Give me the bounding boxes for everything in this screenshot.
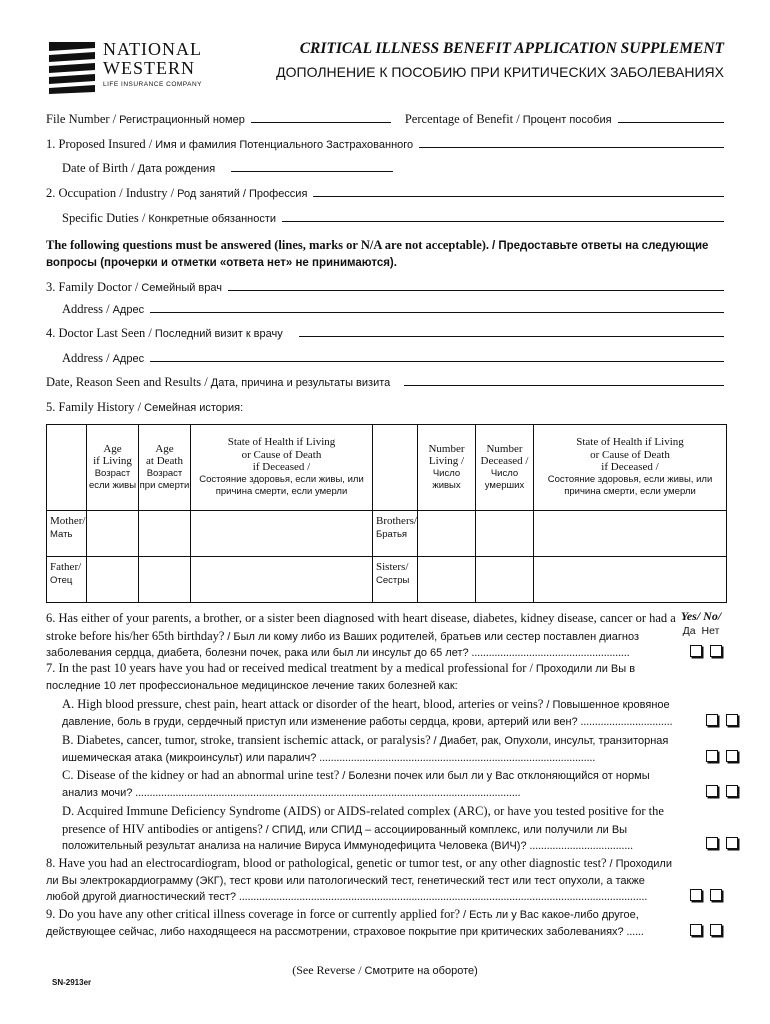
q7a-no-checkbox[interactable] [726, 714, 738, 726]
insured-name-field[interactable] [419, 137, 724, 148]
table-row [47, 557, 727, 603]
header-number-living: Number Living / Число живых [418, 425, 476, 511]
question-7d: D. Acquired Immune Deficiency Syndrome (AIDS) or AIDS-related complex (ARC), or have you tested positive for the presence of HIV antibodies or antigens? / СПИД, или СПИД – ассоциированный комплекс, или получили ли Вы положительный результат анализа на наличие Вируса Иммунодефицита Человека (ВИЧ)? .................................... [46, 803, 742, 855]
brothers-state-cell[interactable] [534, 511, 727, 557]
q9-no-checkbox[interactable] [710, 924, 722, 936]
question-6: 6. Has either of your parents, a brother, or a sister been diagnosed with heart disease, diabetes, kidney disease, cancer or had a stroke before his/her 65th birthday? / Был ли кому либо из Ваших родителей, братьев или сестер поставлен диагноз заболевания сердца, диабета, болезни почек, рака или был ли инсульт до 65 лет? ....................................................... [46, 610, 726, 662]
q8-yes-checkbox[interactable] [690, 889, 702, 901]
father-age-living-cell[interactable] [87, 557, 139, 603]
company-logo [47, 40, 207, 96]
mother-age-death-cell[interactable] [139, 511, 191, 557]
sisters-state-cell[interactable] [534, 557, 727, 603]
father-state-cell[interactable] [191, 557, 373, 603]
file-number-field[interactable] [251, 112, 391, 123]
row-label-father: Father/ Отец [47, 557, 87, 603]
date-reason-field[interactable] [404, 375, 724, 386]
question-7: 7. In the past 10 years have you had or received medical treatment by a medical professional for / Проходили ли Вы в последние 10 лет профессиональное медицинское лечение таких болезней как: [46, 661, 636, 692]
insured-row: 1. Proposed Insured / Имя и фамилия Потенциального Застрахованного [46, 137, 724, 152]
header-blank-cell [373, 425, 418, 511]
form-title-en: CRITICAL ILLNESS BENEFIT APPLICATION SUPPLEMENT [299, 40, 724, 57]
header-age-living: Age if Living Возраст если живы [87, 425, 139, 511]
logo-wordmark: NATIONAL WESTERN [103, 39, 202, 78]
header-state-health: State of Health if Living or Cause of Death if Deceased / Состояние здоровья, если живы, или причина смерти, если умерли [191, 425, 373, 511]
sisters-deceased-cell[interactable] [476, 557, 534, 603]
brothers-deceased-cell[interactable] [476, 511, 534, 557]
q7c-no-checkbox[interactable] [726, 785, 738, 797]
dob-row: Date of Birth / Дата рождения [62, 161, 724, 176]
row-label-mother: Mother/ Мать [47, 511, 87, 557]
q7a-yes-checkbox[interactable] [706, 714, 718, 726]
dob-field[interactable] [231, 161, 393, 172]
question-7a: A. High blood pressure, chest pain, heart attack or disorder of the heart, blood, arteries or veins? / Повышенное кровяное давление, боль в груди, сердечный приступ или изменение работы сердца, крови, артерий или вен? ................................ [46, 696, 742, 730]
father-age-death-cell[interactable] [139, 557, 191, 603]
q7b-yes-checkbox[interactable] [706, 750, 718, 762]
table-header-row [47, 425, 727, 511]
duties-field[interactable] [282, 211, 724, 222]
duties-row: Specific Duties / Конкретные обязанности [62, 211, 724, 226]
yes-no-header: Yes/ No/ Да Нет [680, 609, 722, 637]
brothers-living-cell[interactable] [418, 511, 476, 557]
header-number-deceased: Number Deceased / Число умерших [476, 425, 534, 511]
family-doctor-field[interactable] [228, 280, 724, 291]
header-state-health-siblings: State of Health if Living or Cause of Death if Deceased / Состояние здоровья, если живы, или причина смерти, если умерли [534, 425, 727, 511]
q6-no-checkbox[interactable] [710, 645, 722, 657]
question-9: 9. Do you have any other critical illness coverage in force or currently applied for? / Есть ли у Вас какое-либо другое, действующее сейчас, либо находящееся на рассмотрении, страховое покрытие при критических заболеваниях? ...... [46, 906, 726, 940]
question-8: 8. Have you had an electrocardiogram, blood or pathological, genetic or tumor test, or any other diagnostic test? / Проходили ли Вы электрокардиограмму (ЭКГ), тест крови или патологический тест, генетический тест или тест опухоли, а также любой другой диагностический тест? .............................................................................................................................................. [46, 855, 726, 906]
last-seen-address-field[interactable] [150, 351, 724, 362]
q7d-no-checkbox[interactable] [726, 837, 738, 849]
occupation-field[interactable] [313, 186, 724, 197]
q6-yes-checkbox[interactable] [690, 645, 702, 657]
sisters-living-cell[interactable] [418, 557, 476, 603]
mother-state-cell[interactable] [191, 511, 373, 557]
q8-no-checkbox[interactable] [710, 889, 722, 901]
row-label-brothers: Brothers/ Братья [373, 511, 418, 557]
file-number-row: File Number / Регистрационный номер Percentage of Benefit / Процент пособия [46, 112, 724, 127]
table-row [47, 511, 727, 557]
last-seen-address-row: Address / Адрес [62, 351, 724, 366]
date-reason-row: Date, Reason Seen and Results / Дата, причина и результаты визита [46, 375, 724, 390]
row-label-sisters: Sisters/ Сестры [373, 557, 418, 603]
family-doctor-row: 3. Family Doctor / Семейный врач [46, 280, 724, 295]
occupation-row: 2. Occupation / Industry / Род занятий / Профессия [46, 186, 724, 201]
q7d-yes-checkbox[interactable] [706, 837, 718, 849]
q7c-yes-checkbox[interactable] [706, 785, 718, 797]
mother-age-living-cell[interactable] [87, 511, 139, 557]
q7b-no-checkbox[interactable] [726, 750, 738, 762]
form-number: SN-2913er [52, 978, 92, 987]
family-history-table [46, 424, 727, 603]
question-7c: C. Disease of the kidney or had an abnormal urine test? / Болезни почек или был ли у Вас отклоняющийся от нормы анализ мочи? ...................................................................................................................................... [46, 767, 742, 801]
family-history-row: 5. Family History / Семейная история: [46, 400, 244, 414]
percentage-field[interactable] [618, 112, 724, 123]
see-reverse-note: (See Reverse / Смотрите на обороте) [292, 963, 478, 977]
form-title-ru: ДОПОЛНЕНИЕ К ПОСОБИЮ ПРИ КРИТИЧЕСКИХ ЗАБОЛЕВАНИЯХ [276, 64, 724, 80]
header-blank-cell [47, 425, 87, 511]
doctor-address-row: Address / Адрес [62, 302, 724, 317]
instructions-note: The following questions must be answered (lines, marks or N/A are not acceptable). / Предоставьте ответы на следующие вопросы (прочерки и отметки «ответа нет» не принимаются). [46, 238, 709, 269]
question-7b: B. Diabetes, cancer, tumor, stroke, transient ischemic attack, or paralysis? / Диабет, рак, Опухоли, инсульт, транзиторная ишемическая атака (микроинсульт) или паралич? ................................................................................................ [46, 732, 742, 766]
doctor-address-field[interactable] [150, 302, 724, 313]
last-seen-field[interactable] [299, 326, 724, 337]
q9-yes-checkbox[interactable] [690, 924, 702, 936]
logo-subtitle: LIFE INSURANCE COMPANY [103, 81, 203, 88]
logo-stripes-icon [47, 40, 97, 96]
last-seen-row: 4. Doctor Last Seen / Последний визит к врачу [46, 326, 724, 341]
header-age-death: Age at Death Возраст при смерти [139, 425, 191, 511]
